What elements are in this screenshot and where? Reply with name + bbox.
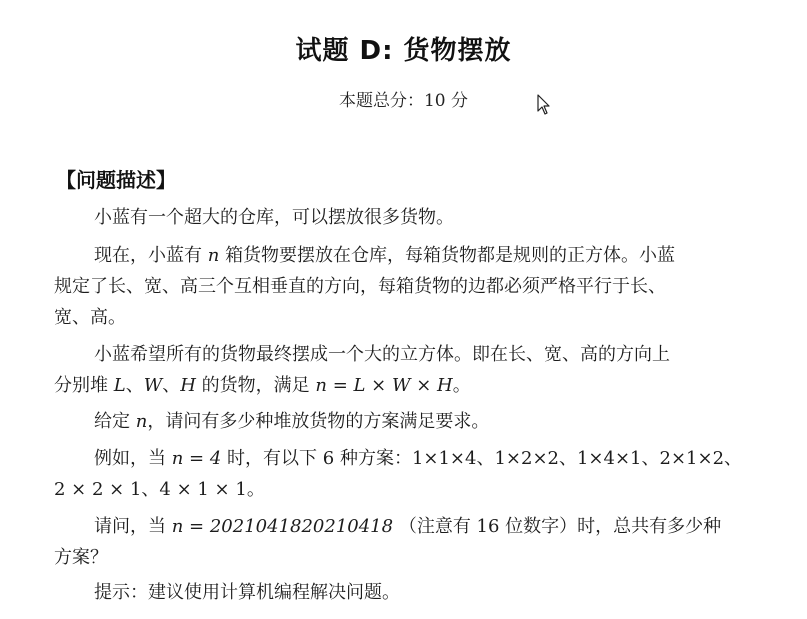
paragraph-text: 给定	[94, 411, 130, 432]
mouse-pointer-icon	[537, 94, 551, 116]
paragraph-5-line-1	[54, 443, 794, 474]
paragraph-text: （注意有 16 位数字）时，总共有多少种	[398, 516, 722, 537]
paragraph-2-line-3: 宽、高。	[54, 307, 126, 328]
section-heading-problem-description: 【问题描述】	[56, 168, 176, 192]
paragraph-text: 例如，当	[94, 448, 166, 469]
paragraph-text: 时，有以下 6 种方案：1×1×4、1×2×2、1×4×1、2×1×2、	[227, 448, 743, 469]
score-line: 本题总分：10 分	[338, 91, 469, 111]
paragraph-3-line-1: 小蓝希望所有的货物最终摆成一个大的立方体。即在长、宽、高的方向上	[94, 344, 670, 365]
paragraph-3-line-2	[54, 370, 754, 401]
paragraph-text: 箱货物要摆放在仓库，每箱货物都是规则的正方体。小蓝	[225, 245, 676, 266]
page-title: 试题 D: 货物摆放	[295, 36, 512, 66]
paragraph-6-line-1	[54, 511, 794, 542]
paragraph-text: 的货物，满足	[201, 375, 310, 396]
paragraph-4	[54, 406, 794, 437]
paragraph-text: 。	[452, 375, 471, 396]
math-variable-l: L	[113, 375, 126, 396]
math-equation: n = L × W × H	[315, 375, 453, 396]
paragraph-1	[54, 202, 794, 233]
paragraph-5-line-2: 2 × 2 × 1、4 × 1 × 1。	[54, 479, 265, 500]
separator: 、	[125, 375, 144, 396]
paragraph-2-line-1	[54, 240, 794, 271]
separator: 、	[162, 375, 181, 396]
math-variable-n: n	[207, 245, 220, 266]
math-variable-n: n	[135, 411, 148, 432]
paragraph-text: 请问，当	[94, 516, 166, 537]
math-equation: n = 4	[171, 448, 222, 469]
paragraph-2-line-2: 规定了长、宽、高三个互相垂直的方向，每箱货物的边都必须严格平行于长、	[54, 276, 666, 297]
math-variable-w: W	[143, 375, 163, 396]
paragraph-7-hint: 提示：建议使用计算机编程解决问题。	[94, 582, 400, 603]
paragraph-6-line-2: 方案？	[54, 547, 108, 568]
paragraph-text: 现在，小蓝有	[94, 245, 202, 266]
paragraph-text: 小蓝有一个超大的仓库，可以摆放很多货物。	[94, 207, 454, 228]
math-equation: n = 2021041820210418	[171, 516, 394, 537]
math-variable-h: H	[180, 375, 196, 396]
paragraph-text: ，请问有多少种堆放货物的方案满足要求。	[147, 411, 490, 432]
paragraph-text: 分别堆	[54, 375, 108, 396]
